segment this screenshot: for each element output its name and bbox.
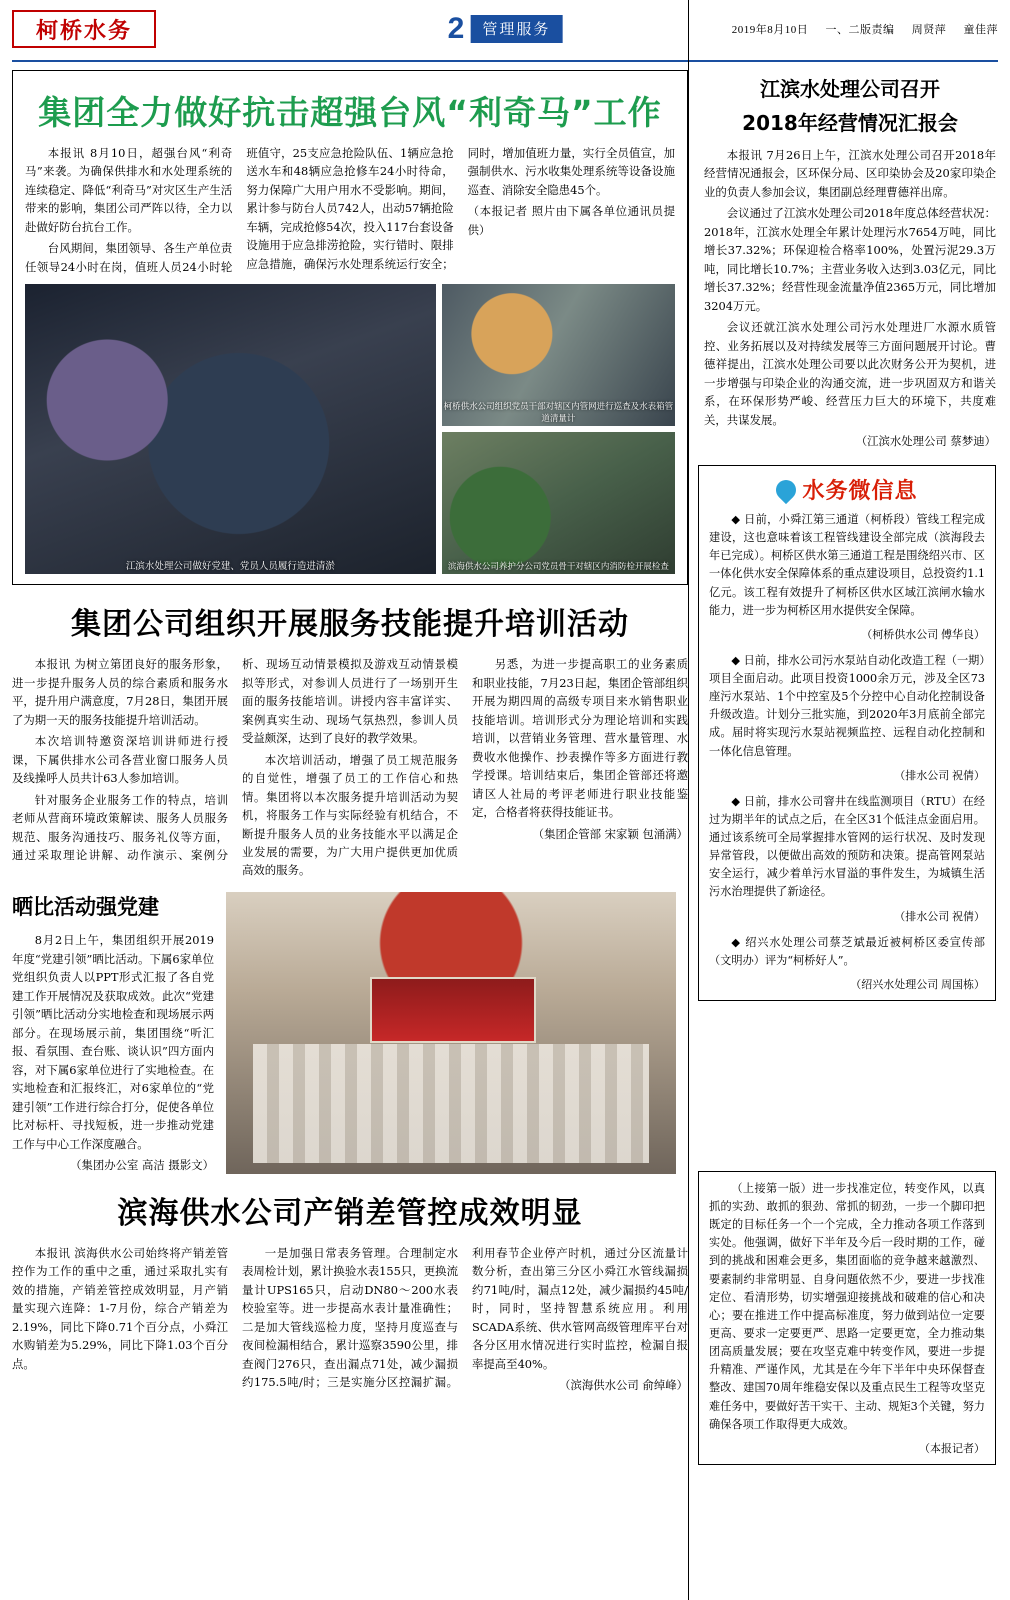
masthead-rule <box>12 60 998 62</box>
jiangbin-headline-line1: 江滨水处理公司召开 <box>760 77 940 101</box>
party-paragraph-1: 8月2日上午，集团组织开展2019年度“党建引领”晒比活动。下属6家单位党组织负责人以PPT形式汇报了各自党建工作开展情况及获取成效。此次“党建引领”晒比活动分实地检查和现场展示两部分。在现场展示前，集团围绕“听汇报、看氛围、查台账、谈认识”四方面内容，对下属6家单位进行了实地检查。在实地检查和汇报终汇，对6家单位的“党建引领”工作进行综合打分，促使各单位比对标杆、寻找短板，进一步推动党建工作与中心工作深度融合。 <box>12 933 214 1151</box>
wechat-module-header <box>709 474 985 505</box>
editor-name-2: 童佳萍 <box>963 24 998 36</box>
lead-article <box>12 70 688 585</box>
left-column <box>12 70 688 1590</box>
brief-item-3: ◆ 日前，排水公司窨井在线监测项目（RTU）在经过为期半年的试点之后，在全区31个低洼点金面启用。通过该系统可全局掌握排水管网的运行状况、及时发现异常管段，以便做出高效的预防和决策。提高管网泵站安全运行，减少着单污水冒溢的事件发生，为城镇生活污水治理提供了新途径。 <box>709 794 985 899</box>
continued-sign: （本报记者） <box>919 1442 985 1455</box>
water-drop-icon <box>772 475 800 503</box>
jiangbin-article <box>698 74 996 449</box>
photo-meter-check <box>442 284 675 426</box>
brief-item-1: ◆ 日前，小舜江第三通道（柯桥段）管线工程完成建设，这也意味着该工程管线建设全部完成（滨海段去年已完成）。柯桥区供水第三通道工程是围绕绍兴市、区一体化供水安全保障体系的重点建设项目，总投资约1.1亿元。该工程有效提升了柯桥区供水区域江滨闸水输水能力，进一步为柯桥区用水提供安全保障。 <box>709 513 985 617</box>
publication-logo: 柯桥水务 <box>12 10 156 48</box>
jiangbin-paragraph-1: 本报讯 7月26日上午，江滨水处理公司召开2018年经营情况通报会，区环保分局、区印染协会及20家印染企业的负责人参加会议，集团副总经理曹德祥出席。 <box>704 148 996 199</box>
lead-credit: （本报记者 照片由下属各单位通讯员提供） <box>467 204 675 237</box>
right-column <box>698 70 996 1590</box>
binhai-article-text <box>12 1244 688 1393</box>
editor-label: 一、二版责编 <box>825 24 895 36</box>
training-paragraph-2: 本次培训特邀资深培训讲师进行授课，下属供排水公司各营业窗口服务人员及线操呼人员共计63人参加培训。 <box>12 734 228 786</box>
column-divider <box>688 0 689 1600</box>
training-headline: 集团公司组织开展服务技能提升培训活动 <box>71 607 629 643</box>
continued-paragraph-1: （上接第一版）进一步找准定位，转变作风，以真抓的实劲、敢抓的狠劲、常抓的韧劲，一步一个脚印把既定的目标任务一个一个完成，全力推动各项工作落到实处。他强调，做好下半年及今后一段时期的工作，碰到的挑战和困难会更多，集团面临的竞争越来越激烈、要素制约非常明显、自身问题依然不少，要进一步找准定位、看清形势，切实增强迎接挑战和破难的信心和决心；要在推进工作中提高标准度，努力做到站位一定要更高、要求一定要更严、思路一定要更宽，全力推动集团高质量发展；要在攻坚克难中转变作风，要进一步提升精准、严谨作风，尤其是在今年下半年中央环保督查整改、建国70周年维稳安保以及重点民生工程等攻坚克难任务中，要做好苦干实干、主动、规矩3个关键，努力确保各项工作取得更大成效。 <box>709 1181 985 1431</box>
photo-caption-1: 江滨水处理公司做好党建、党员人员履行造进清淤 <box>125 561 335 573</box>
training-paragraph-5: 另悉，为进一步提高职工的业务素质和职业技能，7月23日起，集团企管部组织开展为期四周的高级专项目来水销售职业技能培训。培训形式分为理论培训和实践培训，以营销业务管理、营水量管理、水费收水他操作、抄表操作等多方面进行教学授课。培训结束后，集团企管部还将邀请区人社局的考评老师进行职业技能鉴定，合格者将获得技能证书。 <box>472 657 688 820</box>
jiangbin-headline-line2: 2018年经营情况汇报会 <box>742 111 958 135</box>
party-headline: 晒比活动强党建 <box>12 894 159 919</box>
lead-photo-stack <box>442 284 675 574</box>
training-paragraph-1: 本报讯 为树立第团良好的服务形象，进一步提升服务人员的综合素质和服务水平，提升用户满意度，7月28日，集团开展了为期一天的服务技能提升培训活动。 <box>12 657 228 727</box>
binhai-article <box>12 1188 688 1393</box>
wechat-info-module <box>698 465 996 1001</box>
brief-sign-2: （排水公司 祝倩） <box>894 769 985 782</box>
training-sign: （集团企管部 宋家颖 包涌满） <box>532 826 688 841</box>
brief-item-2: ◆ 日前，排水公司污水泵站自动化改造工程（一期）项目全面启动。此项目投资1000余万元，涉及全区73座污水泵站、1个中控室及5个分控中心自动化控制设备升级改造。计划分三批实施，到2020年3月底前全部完成。届时将实现污水泵站视频监控、远程自动化控制和一体化信息管理。 <box>709 653 985 758</box>
training-article <box>12 599 688 880</box>
brief-sign-4: （绍兴水处理公司 周国栋） <box>850 978 985 991</box>
continued-article <box>698 1171 996 1465</box>
photo-stage-screen <box>370 977 536 1043</box>
party-article-text <box>12 892 214 1174</box>
wechat-module-title: 水务微信息 <box>802 479 918 505</box>
lead-headline: 集团全力做好抗击超强台风“利奇马”工作 <box>38 93 662 132</box>
brief-sign-3: （排水公司 祝倩） <box>894 910 985 923</box>
masthead <box>12 0 998 58</box>
training-paragraph-4: 本次培训活动，增强了员工规范服务的自觉性，增强了员工的工作信心和热情。集团将以本次服务提升培训活动为契机，将服务工作与实际经验有机结合，不断提升服务人员的业务技能水平以满足企业发展的需要，为广大用户提供更加优质高效的服务。 <box>242 752 458 878</box>
editor-name-1: 周贤萍 <box>911 24 947 36</box>
photo-hydrant-check <box>442 432 675 574</box>
jiangbin-sign: （江滨水处理公司 蔡梦迪） <box>855 434 996 449</box>
binhai-paragraph-1: 本报讯 滨海供水公司始终将产销差管控作为工作的重中之重，通过采取扎实有效的措施，产销差管控成效明显，月产销量实现六连降：1-7月份，综合产销差为2.19%，同比下降0.71个百分点，小舜江水购销差为5.29%，同比下降1.03个百分点。 <box>12 1245 228 1371</box>
lead-paragraph-1: 本报讯 8月10日，超强台风“利奇马”来袭。为确保供排水和水处理系统的连续稳定、降低“利奇马”对灾区生产生活带来的影响，集团公司严阵以待，全力以赴做好防台抗台工作。 <box>25 146 233 234</box>
party-article <box>12 892 688 1174</box>
training-paragraph-3: 针对服务企业服务工作的特点，培训老师从营商环境政策解读、服务人员服务规范、服务沟通技巧、服务礼仪等方面，通过采取理论讲解、动作演示、案例分析、现场互动情景模拟及游戏互动情景模拟等形式，对参训人员进行了一场别开生面的服务技能培训。讲授内容丰富详实、案例真实生动、现场气氛热烈，参训人员受益颇深，达到了良好的教学效果。 <box>12 657 458 862</box>
jiangbin-paragraph-3: 会议还就江滨水处理公司污水处理进厂水源水质管控、业务拓展以及对持续发展等三方面问题展开讨论。曹德祥提出，江滨水处理公司要以此次财务公开为契机，进一步增强与印染企业的沟通交流，进一步巩固双方和谐关系，在环保形势严峻、经营压力巨大的环境下，共度难关，共谋发展。 <box>704 320 996 427</box>
brief-item-4: ◆ 绍兴水处理公司蔡芝斌最近被柯桥区委宣传部（文明办）评为“柯桥好人”。 <box>709 935 985 967</box>
photo-pipe-workers <box>25 284 436 574</box>
photo-party-meeting <box>226 892 676 1174</box>
page-body <box>12 70 998 1590</box>
photo-caption-2: 柯桥供水公司组织党员干部对辖区内管网进行巡查及水表箱管道清量计 <box>443 402 674 425</box>
lead-photo-group <box>25 284 675 574</box>
photo-caption-3: 滨海供水公司养护分公司党员骨干对辖区内消防栓开展检查 <box>447 562 669 573</box>
issue-date: 2019年8月10日 <box>731 24 809 36</box>
section-name: 管理服务 <box>470 15 562 43</box>
page-number: 2 <box>447 12 465 45</box>
masthead-meta <box>718 21 998 37</box>
jiangbin-paragraph-2: 会议通过了江滨水处理公司2018年度总体经营状况：2018年，江滨水处理全年累计处理污水7654万吨，同比增长37.32%；环保迎检合格率100%，处置污泥29.3万吨，同比增长10.7%；主营业务收入达到3.03亿元，同比增长37.32%；经营性现金流量净值2365万元，同比增加3204万元。 <box>704 206 996 313</box>
brief-sign-1: （柯桥供水公司 傅华良） <box>861 628 985 641</box>
lead-paragraph-2: 台风期间，集团领导、各生产单位责任领导24小时在岗，值班人员24小时轮班值守，25支应急抢险队伍、1辆应急抢送水车和48辆应急抢修车24小时待命，努力保障广大用户用水不受影响。期间，累计参与防台人员742人，出动57辆抢险车辆，完成抢修54次，投入117台套设备设施用于应急排涝抢险，实行错时、限排应急措施，确保污水处理系统运行安全；同时，增加值班力量，实行全员值宣，加强制供水、污水收集处理系统等设备设施巡查、消除安全隐患45个。 <box>25 146 675 274</box>
page-indicator <box>448 12 563 46</box>
binhai-headline: 滨海供水公司产销差管控成效明显 <box>117 1195 583 1231</box>
party-sign: （集团办公室 高洁 摄影文） <box>70 1158 214 1173</box>
binhai-paragraph-2: 一是加强日常表务管理。合理制定水表周检计划，累计换验水表155只，更换流量计UPS165只，启动DN80～200水表校验室等。进一步提高水表计量准确性；二是加大管线巡检力度，坚持月度巡查与夜间检漏相结合，累计巡察3590公里，排查阀门276只，查出漏点71处，减少漏损约175.5吨/时；三是实施分区控漏扩漏。利用春节企业停产时机，通过分区流量计数分析，查出第三分区小舜江水管线漏损约71吨/时，漏点12处，减少漏损约45吨/时，同时，坚持智慧系统应用。利用SCADA系统、供水管网高级管理库平台对各分区用水情况进行实时监控，检漏自报率提高至40%。 <box>242 1245 688 1390</box>
binhai-sign: （滨海供水公司 俞绰峰） <box>559 1378 688 1393</box>
photo-audience-seats <box>253 1044 649 1162</box>
training-article-text <box>12 655 688 880</box>
lead-article-text <box>25 144 675 276</box>
